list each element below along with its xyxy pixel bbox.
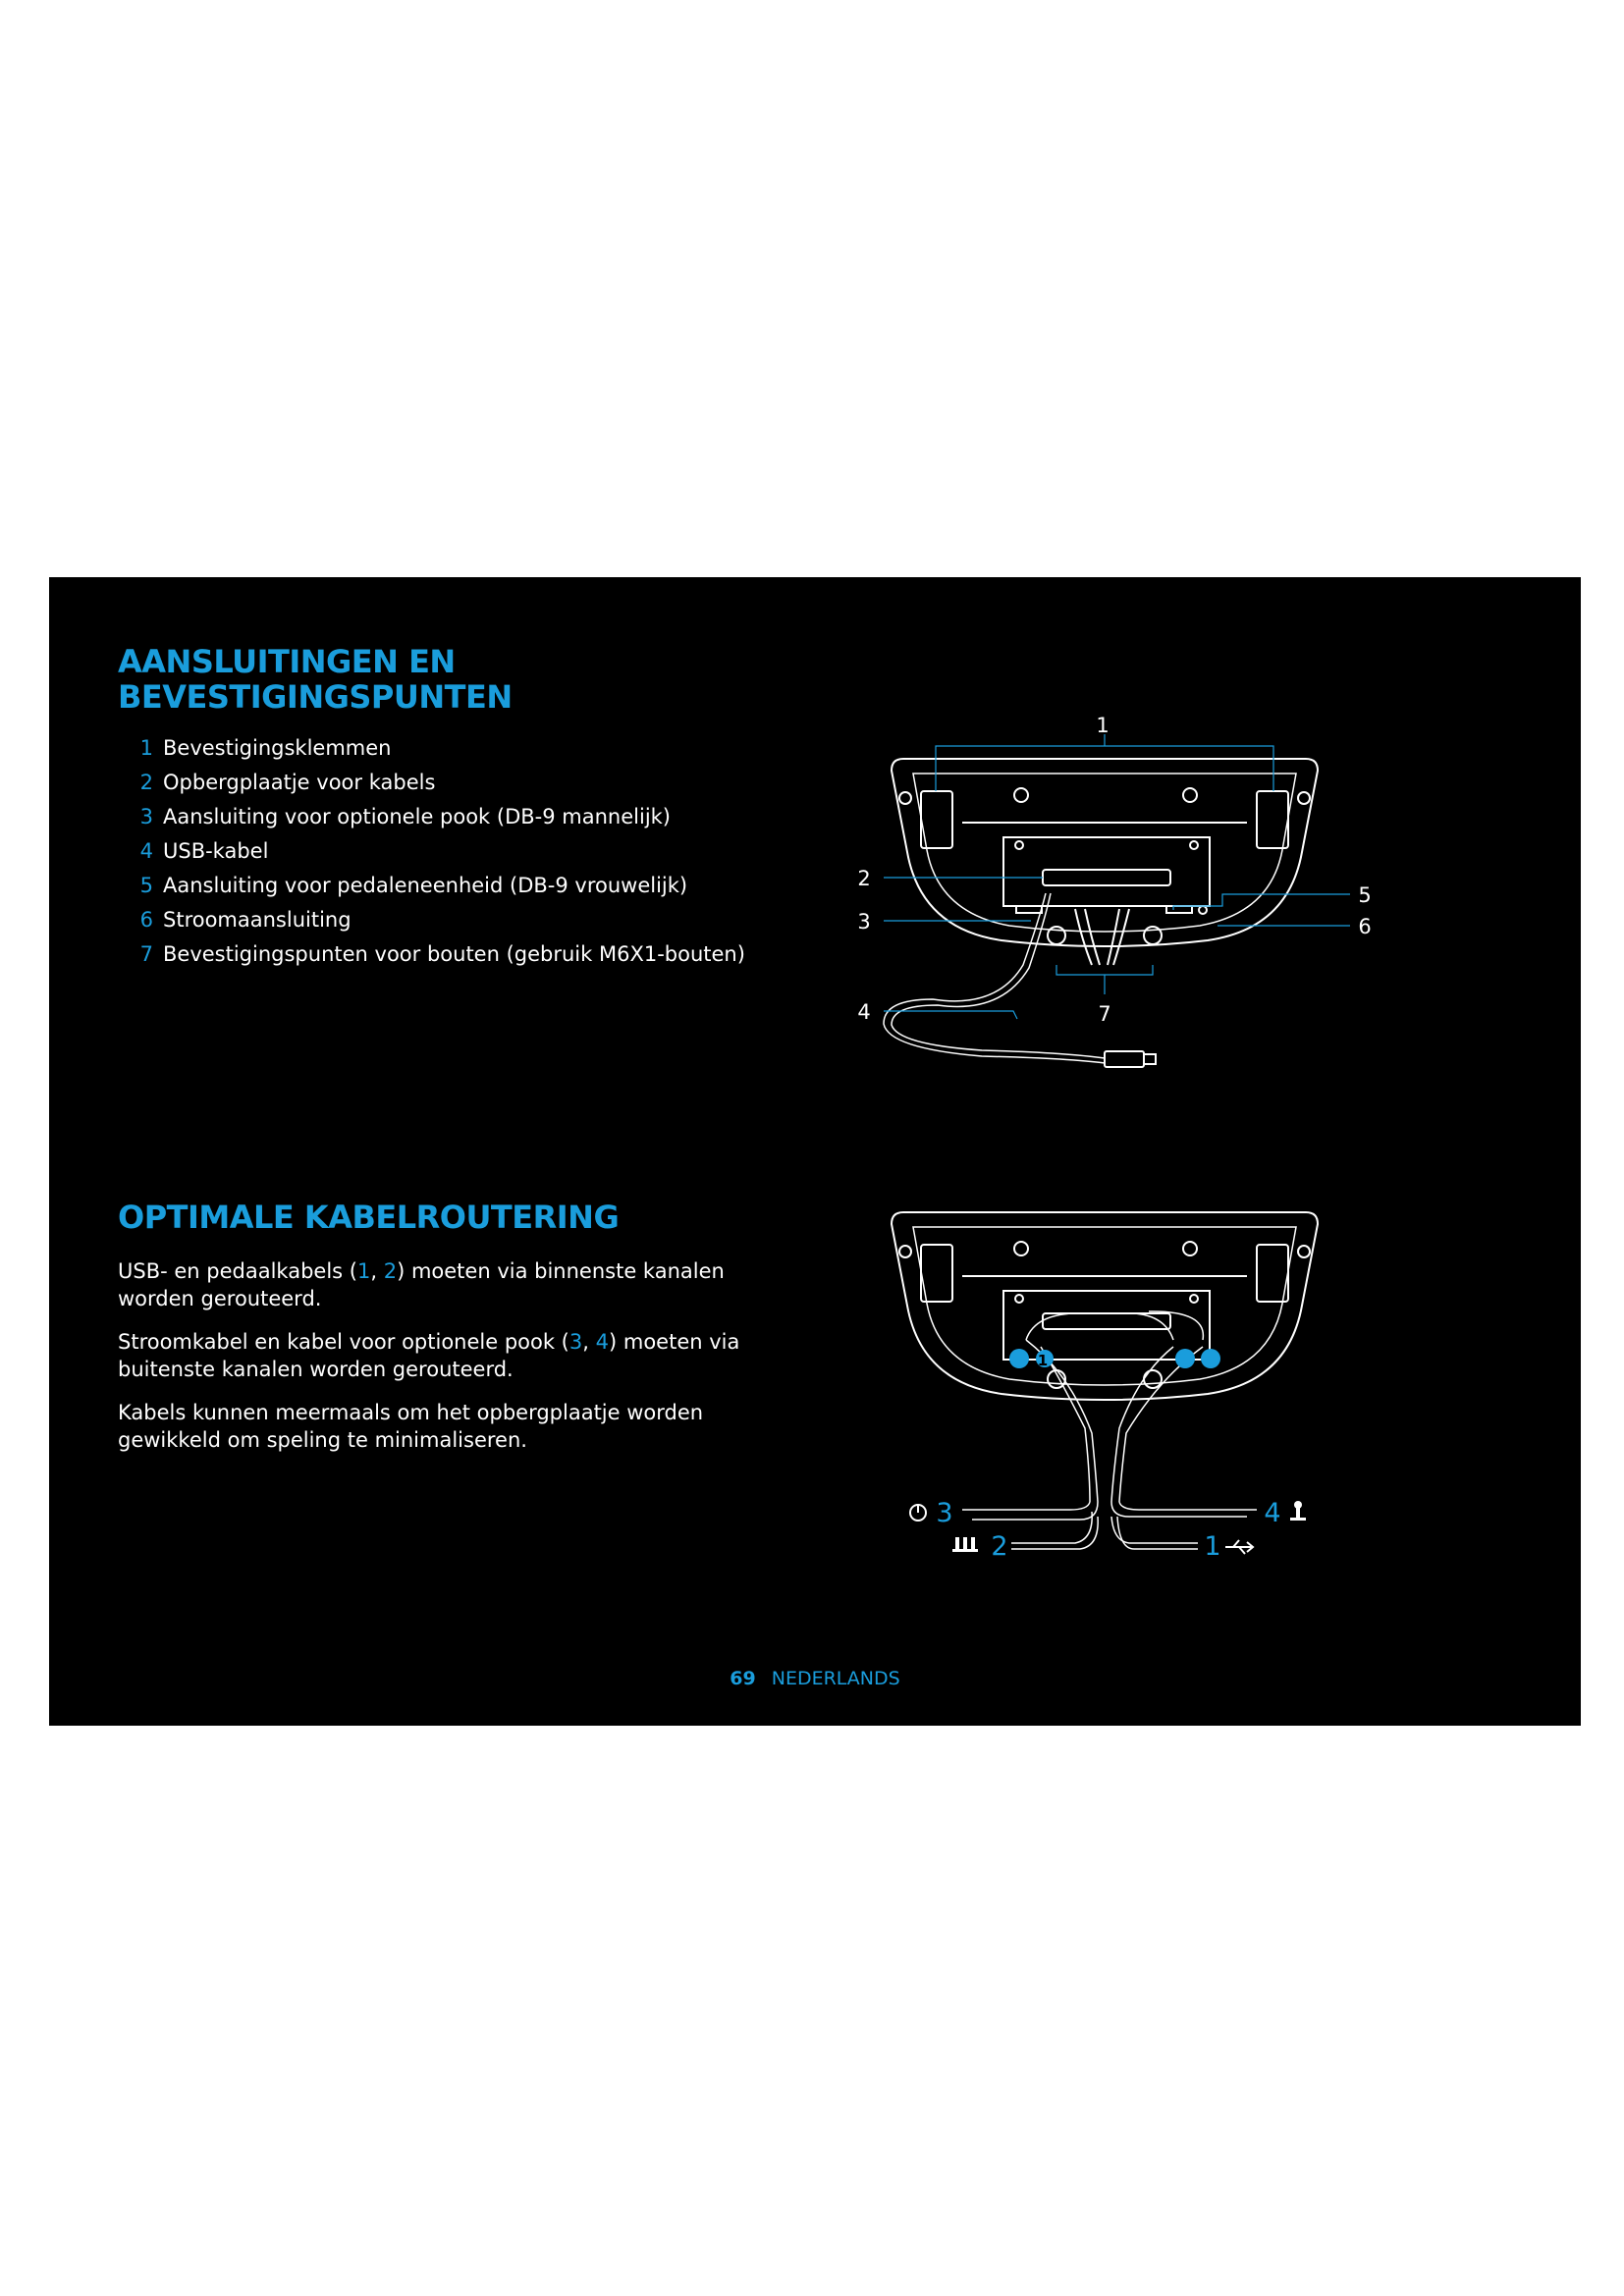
list-item: 5 Aansluiting voor pedaleneenheid (DB-9 vrouwelijk) xyxy=(139,874,688,897)
callout-4: 4 xyxy=(857,1000,871,1024)
list-item: 7 Bevestigingspunten voor bouten (gebruik M6X1-bouten) xyxy=(139,942,745,966)
callout-2: 2 xyxy=(857,867,871,890)
route-label-4: 4 xyxy=(1264,1498,1281,1528)
power-icon xyxy=(910,1505,926,1521)
callout-3: 3 xyxy=(857,910,871,934)
routing-paragraph-1: USB- en pedaalkabels (1, 2) moeten via binnenste kanalen worden gerouteerd. xyxy=(118,1259,725,1310)
list-item: 2 Opbergplaatje voor kabels xyxy=(139,771,436,794)
footer-language: NEDERLANDS xyxy=(771,1668,900,1689)
route-label-2: 2 xyxy=(991,1531,1008,1562)
route-label-1: 1 xyxy=(1204,1531,1221,1562)
list-item: 1 Bevestigingsklemmen xyxy=(139,736,392,760)
page-number: 69 xyxy=(730,1668,756,1689)
list-item: 4 USB-kabel xyxy=(139,839,269,863)
callout-1: 1 xyxy=(1096,714,1110,737)
route-label-3: 3 xyxy=(936,1498,953,1528)
section-title-cable-routing: OPTIMALE KABELROUTERING xyxy=(118,1199,620,1236)
callout-6: 6 xyxy=(1358,915,1372,938)
routing-paragraph-3: Kabels kunnen meermaals om het opbergplaatje worden gewikkeld om speling te minimaliseren. xyxy=(118,1401,704,1452)
routing-marker-1: 1 xyxy=(1037,1352,1049,1369)
callout-7: 7 xyxy=(1098,1002,1111,1026)
page-footer xyxy=(49,1668,1581,1689)
cable-routing-diagram xyxy=(835,1178,1581,1629)
shifter-icon xyxy=(1290,1501,1306,1521)
section-title-connections: AANSLUITINGEN EN BEVESTIGINGSPUNTEN xyxy=(118,643,513,716)
list-item: 6 Stroomaansluiting xyxy=(139,908,352,932)
pedals-icon xyxy=(952,1537,978,1552)
list-item: 3 Aansluiting voor optionele pook (DB-9 mannelijk) xyxy=(139,805,672,828)
callout-5: 5 xyxy=(1358,883,1372,907)
usb-icon xyxy=(1225,1540,1253,1554)
manual-page-panel xyxy=(49,577,1581,1726)
routing-paragraph-2: Stroomkabel en kabel voor optionele pook (3, 4) moeten via buitenste kanalen worden gerouteerd. xyxy=(118,1330,740,1381)
connections-diagram xyxy=(835,626,1581,1137)
connections-list xyxy=(128,731,745,972)
